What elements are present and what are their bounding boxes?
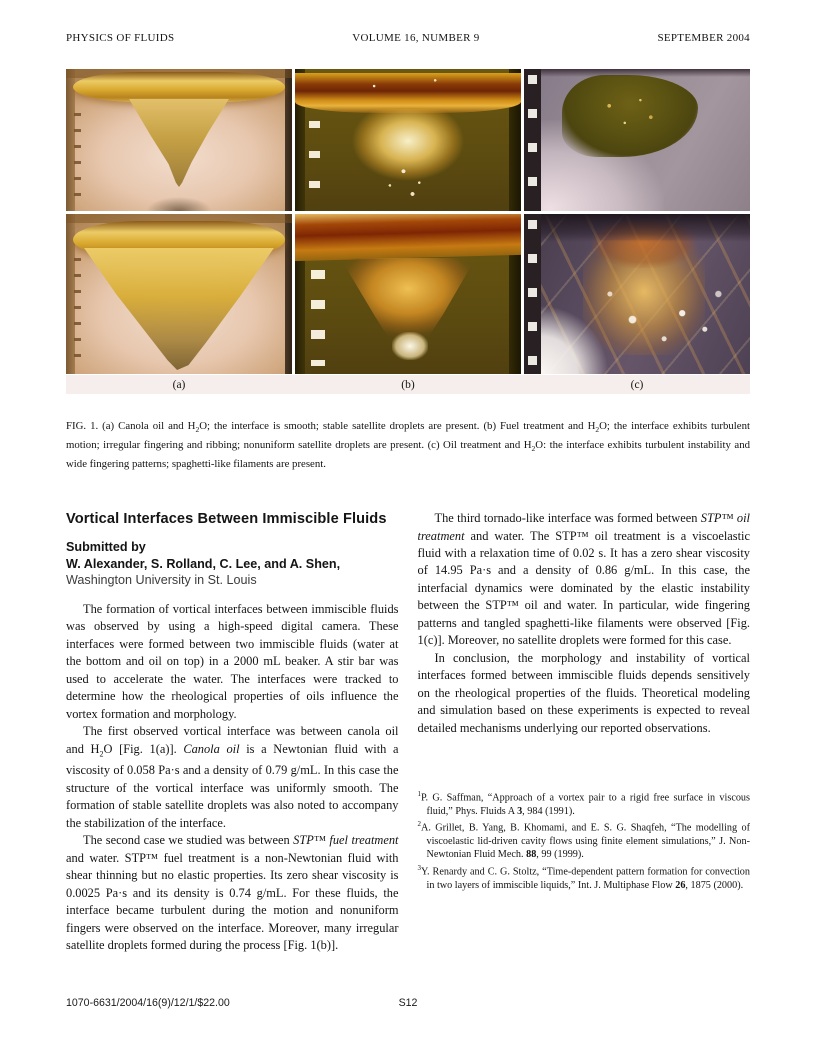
panel-label-c: (c) [630,379,644,391]
dark-upper-region [524,214,750,242]
left-column-paragraphs [66,601,399,955]
paragraph: The second case we studied was between STP™ fuel treatment and water. STP™ fuel treatment is a non-Newtonian fluid with shear thinning but no elastic properties. Its zero shear viscosity is 0.0025 Pa·s and its density is 0.74 g/mL. For these fluids, the interface became turbulent during the motion and nonuniform fingers were observed on the interface. Moreover, many irregular satellite droplets formed during the process [Fig. 1(b)]. [66,833,399,952]
beaker-graduations [74,113,81,199]
article-body [66,510,750,954]
photo-canola-oil-top [66,69,292,211]
bright-droplet-spot [392,332,428,360]
issue-date: SEPTEMBER 2004 [657,32,750,44]
dark-red-oil-band [295,214,521,261]
panel-label-b: (b) [401,379,415,391]
blob-speckles [578,83,682,140]
page-footer [66,997,750,1009]
fluid-surface-line [524,69,750,77]
panel-label-a: (a) [172,379,186,391]
photo-canola-oil-bottom [66,214,292,374]
satellite-droplets [295,69,521,211]
paragraph: The first observed vortical interface was between canola oil and $H_2O$ [Fig. 1(a)]. Canola oil is a Newtonian fluid with a viscosity of 0.058 Pa·s and a density of 0.79 g/mL. In this case the structure of the vortical interface was uniformly smooth. The formation of stable satellite droplets was also noted to accompany the stabilization of the interface. [66,724,399,830]
authors: W. Alexander, S. Rolland, C. Lee, and A. Shen, [66,556,341,571]
right-column-paragraphs [418,510,751,737]
figure-panel-labels [66,375,750,394]
article-title: Vortical Interfaces Between Immiscible Fluids [66,511,387,528]
reference: $^1$P. G. Saffman, “Approach of a vortex pair to a rigid free surface in viscous fluid,” Phys. Fluids A 3, 984 (1991). [417,789,750,817]
smooth-vortex-cone [127,99,231,187]
photo-fuel-treatment-top [295,69,521,211]
photo-fuel-treatment-bottom [295,214,521,374]
volume-issue: VOLUME 16, NUMBER 9 [352,32,480,44]
beaker-graduations [74,258,81,362]
byline [66,539,399,589]
journal-header [66,32,750,44]
figure-photo-grid [66,69,750,374]
affiliation: Washington University in St. Louis [66,573,257,588]
page-number: S12 [398,997,418,1009]
paragraph: The third tornado-like interface was formed between STP™ oil treatment and water. The STP™ oil treatment is a viscoelastic fluid with a relaxation time of 0.02 s. It has a zero shear viscosity of 14.95 Pa·s and a density of 0.86 g/mL. In this case, the interfacial dynamics were dominated by the elastic instability between the STP™ oil and water. In particular, wide fingering patterns and tangled spaghetti-like filaments were observed [Fig. 1(c)]. Moreover, no satellite droplets were formed for this case. [417,511,750,648]
beaker-graduations [311,270,325,366]
photo-oil-treatment-bottom [524,214,750,374]
film-sprocket-strip [524,214,541,374]
paragraph: The formation of vortical interfaces between immiscible fluids was observed by using a high-speed digital camera. These interfaces were formed between two immiscible fluids (water at the bottom and oil on top) in a 2000 mL beaker. A stir bar was used to accelerate the water. The interfaces were tracked to determine how the rheological properties of oils influence the vortex formation and morphology. [66,601,399,721]
figure-caption: FIG. 1. (a) Canola oil and $H_2O$; the interface is smooth; stable satellite droplets are present. (b) Fuel treatment and $H_2O$; the interface exhibits turbulent motion; irregular fingering and ribbing; nonuniform satellite droplets are present. (c) Oil treatment and $H_2O$: the interface exhibits turbulent instability and wide fingering patterns; spaghetti-like filaments are present. [66,420,751,470]
paragraph: In conclusion, the morphology and instability of vortical interfaces formed between immiscible fluids depends sensitively on the rheological properties of the fluids. Theoretical modeling and simulation based on these experiments is expected to reveal detailed mechanisms underlying our reported observations. [417,650,750,735]
figure-1 [66,69,750,471]
beaker-graduations [309,121,320,203]
submitted-label: Submitted by [66,540,146,555]
left-column [66,510,399,954]
reference: $^3$Y. Renardy and C. G. Stoltz, “Time-dependent pattern formation for convection in two layers of immiscible liquids,” Int. J. Multiphase Flow 26, 1875 (2000). [417,863,750,891]
photo-oil-treatment-top [524,69,750,211]
reference: $^2$A. Grillet, B. Yang, B. Khomami, and E. S. G. Shaqfeh, “The modelling of viscoelastic lid-driven cavity flows using finite element simulations,” J. Non-Newtonian Fluid Mech. 88, 99 (1999). [417,820,750,861]
journal-name: PHYSICS OF FLUIDS [66,32,175,44]
oil-layer-rim [73,72,285,102]
film-sprocket-strip [524,69,541,211]
right-column [418,510,751,954]
stir-bar-shadow [147,197,210,211]
reference-list [418,788,751,892]
deep-vortex-funnel [84,248,274,370]
copyright-code: 1070-6631/2004/16(9)/12/1/$22.00 [66,997,230,1009]
